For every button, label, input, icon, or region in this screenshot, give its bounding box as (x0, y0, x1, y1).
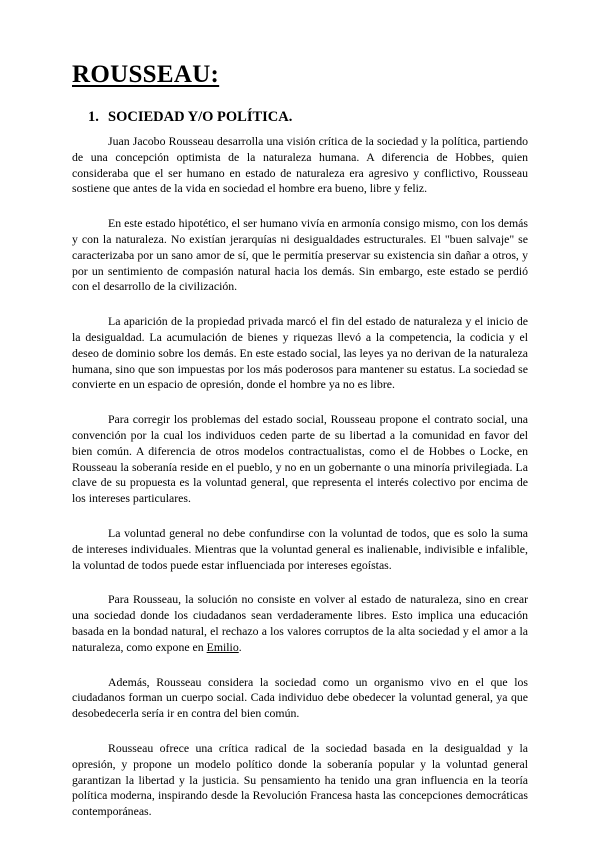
section-title: SOCIEDAD Y/O POLÍTICA. (108, 109, 293, 125)
paragraph-education-text: Para Rousseau, la solución no consiste en volver al estado de naturaleza, sino en crear una sociedad donde los ciudadanos sean verdaderamente libres. Esto implica una educación basada en la bondad natural, el rechazo a los valores corruptos de la alta sociedad y el amor a la naturaleza, como expone en (72, 592, 528, 654)
paragraph-private-property: La aparición de la propiedad privada marcó el fin del estado de naturaleza y el inicio de la desigualdad. La acumulación de bienes y riquezas llevó a la competencia, la codicia y el deseo de dominio sobre los demás. En este estado social, las leyes ya no derivan de la naturaleza humana, sino que son impuestas por los más poderosos para mantener su estatus. La sociedad se convierte en un espacio de opresión, donde el hombre ya no es libre. (72, 314, 528, 392)
paragraph-natural-state: En este estado hipotético, el ser humano vivía en armonía consigo mismo, con los demás y con la naturaleza. No existían jerarquías ni desigualdades estructurales. El "buen salvaje" se caracterizaba por un sano amor de sí, que le permitía preservar su existencia sin dañar a otros, y por un sentimiento de compasión natural hacia los demás. Sin embargo, este estado se perdió con el desarrollo de la civilización. (72, 216, 528, 294)
body-text (72, 134, 528, 839)
emilio-title: Emilio (206, 639, 239, 654)
document-title: ROUSSEAU: (72, 61, 220, 88)
section-number: 1. (88, 109, 99, 125)
paragraph-intro: Juan Jacobo Rousseau desarrolla una visión crítica de la sociedad y la política, partiendo de una concepción optimista de la naturaleza humana. A diferencia de Hobbes, quien consideraba que el ser humano en estado de naturaleza era agresivo y conflictivo, Rousseau sostiene que antes de la vida en sociedad el hombre era bueno, libre y feliz. (72, 134, 528, 196)
section-heading (88, 108, 292, 126)
paragraph-social-body: Además, Rousseau considera la sociedad como un organismo vivo en el que los ciudadanos forman un cuerpo social. Cada individuo debe obedecer la voluntad general, ya que desobedecerla sería ir en contra del bien común. (72, 674, 528, 721)
paragraph-social-contract: Para corregir los problemas del estado social, Rousseau propone el contrato social, una convención por la cual los individuos ceden parte de su libertad a la comunidad en favor del bien común. A diferencia de otros modelos contractualistas, como el de Hobbes o Locke, en Rousseau la soberanía reside en el pueblo, y no en un gobernante o una minoría privilegiada. La clave de su propuesta es la voluntad general, que representa el interés colectivo por encima de los intereses particulares. (72, 412, 528, 506)
paragraph-education (72, 592, 528, 655)
paragraph-general-will: La voluntad general no debe confundirse con la voluntad de todos, que es solo la suma de intereses individuales. Mientras que la voluntad general es inalienable, indivisible e infalible, la voluntad de todos puede estar influenciada por intereses egoístas. (72, 525, 528, 572)
paragraph-education-end: . (238, 639, 242, 654)
paragraph-conclusion: Rousseau ofrece una crítica radical de la sociedad basada en la desigualdad y la opresión, y propone un modelo político donde la soberanía popular y la voluntad general garantizan la libertad y la justicia. Su pensamiento ha tenido una gran influencia en la teoría política moderna, inspirando desde la Revolución Francesa hasta las concepciones democráticas contemporáneas. (72, 740, 528, 819)
